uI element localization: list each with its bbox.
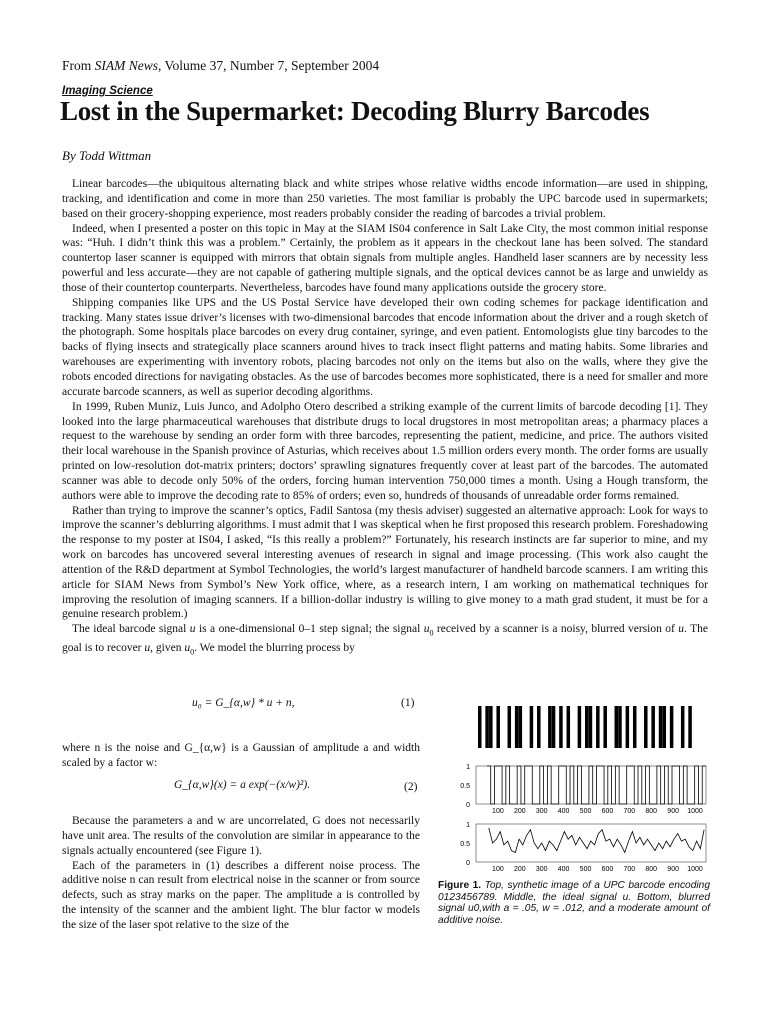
equation-2: G_{α,w}(x) = a exp(−(x/w)²). <box>174 779 311 791</box>
barcode-bar <box>519 706 523 748</box>
barcode-bar <box>681 706 685 748</box>
x-tick-label: 200 <box>513 866 526 873</box>
plot-frame <box>476 824 706 862</box>
paragraph: In 1999, Ruben Muniz, Luis Junco, and Adolpho Otero described a striking example of the current limits of barcode decoding [1]. They looked into the large pharmaceutical warehouses that distribute drugs to local drugstores in most metropolitan areas; a pharmacy places a request to the warehouse by sending an order form with three barcodes, representing the patient, medicine, and price. The authors visited their local warehouse in the Spanish province of Asturias, which receives about 1.5 million orders every month. The order forms are usually printed on low-resolution dot-matrix printers; doctors’ sprawling signatures frequently cover at least part of the barcodes. The automated scanner was able to decode only 50% of the orders, forcing human intervention 750,000 times a month. Using a Hough transform, the authors were able to improve the decoding rate to 85% of orders; even so, hundreds of thousands of unreadable order forms remained. <box>62 400 708 502</box>
barcode-bar <box>537 706 541 748</box>
paragraph: Indeed, when I presented a poster on this topic in May at the SIAM IS04 conference in Salt Lake City, the most common initial response was: “Huh. I didn’t think this was a problem.” Certainly, the problem as it appears in the checkout lane has been solved. The standard countertop laser scanner is equipped with mirrors that obtain signals from multiple angles. Handheld laser scanners are by necessity less powerful and less accurate—they are not capable of gathering multiple signals, and the optical devices cannot be as large and unwieldy as those of their countertop counterparts. Nevertheless, barcodes have found many applications outside the grocery store. <box>62 222 708 294</box>
barcode-bar <box>515 706 519 748</box>
source-line: From SIAM News, Volume 37, Number 7, September 2004 <box>62 58 380 73</box>
y-tick-label: 1 <box>466 822 470 829</box>
barcode-bar <box>670 706 674 748</box>
x-tick-label: 900 <box>667 808 679 815</box>
barcode-bar <box>626 706 630 748</box>
x-tick-label: 900 <box>667 866 679 873</box>
x-tick-label: 200 <box>513 808 526 815</box>
y-tick-label: 0 <box>466 860 470 867</box>
barcode-bar <box>567 706 571 748</box>
y-tick-label: 1 <box>466 764 470 771</box>
barcode-bar <box>688 706 692 748</box>
paragraph: Linear barcodes—the ubiquitous alternating black and white stripes whose relative widths encode information—are used in shipping, tracking, and identification and come in more than 250 varieties. The most familiar is probably the UPC barcode used in supermarkets; based on their grocery-shopping experience, most readers probably consider the reading of barcodes a trivial problem. <box>62 178 708 220</box>
barcode-bar <box>578 706 582 748</box>
x-tick-label: 400 <box>557 866 570 873</box>
after-equation-1 <box>62 741 420 771</box>
barcode-bar <box>618 706 622 748</box>
barcode-bar <box>508 706 512 748</box>
barcode-bar <box>603 706 607 748</box>
paragraph: Each of the parameters in (1) describes a different noise process. The additive noise n can result from electrical noise in the scanner or from source defects, such as stray marks on the paper. The amplitude a is controlled by the intensity of the scanner and the ambient light. The blur factor w models the size of the laser spot relative to the size of the <box>62 859 420 931</box>
equation-1: u₀ = G_{α,w} * u + n, <box>192 697 295 709</box>
paragraph: Because the parameters a and w are uncorrelated, G does not necessarily have unit area. The results of the convolution are similar in appearance to the signals actually encountered (see Figure 1). <box>62 815 420 857</box>
series-line <box>489 828 704 853</box>
paragraph-ideal-signal: The ideal barcode signal u is a one-dimensional 0–1 step signal; the signal $u_0$ received by a scanner is a noisy, blurred version of u. The goal is to recover u, given $u_0$. We model the blurring process by <box>62 623 708 657</box>
barcode-bar <box>659 706 663 748</box>
barcode-bar <box>489 706 493 748</box>
barcode-bar <box>644 706 648 748</box>
paragraph: where n is the noise and G_{α,w} is a Gaussian of amplitude a and width scaled by a factor w: <box>62 742 420 769</box>
byline: By Todd Wittman <box>62 148 152 163</box>
blurred-signal-plot <box>460 822 706 873</box>
x-tick-label: 700 <box>623 808 636 815</box>
equation-1-number: (1) <box>401 697 415 709</box>
x-tick-label: 100 <box>492 808 504 815</box>
section-label: Imaging Science <box>62 85 153 97</box>
x-tick-label: 500 <box>579 808 592 815</box>
x-tick-label: 600 <box>601 808 614 815</box>
equation-2-number: (2) <box>404 781 418 793</box>
barcode-bar <box>530 706 534 748</box>
figure-caption: Figure 1. Top, synthetic image of a UPC barcode encoding 0123456789. Middle, the ideal signal u. Bottom, blurred signal u0,with a = .05, w = .012, and a moderate amount of additive noise. <box>438 880 710 926</box>
x-tick-label: 800 <box>645 808 658 815</box>
barcode-bar <box>596 706 600 748</box>
barcode-bar <box>633 706 637 748</box>
x-tick-label: 1000 <box>687 866 703 873</box>
paragraph: Rather than trying to improve the scanner’s optics, Fadil Santosa (my thesis adviser) suggested an alternative approach: Look for ways to improve the scanner’s deblurring algorithms. I must admit that I was skeptical when he first proposed this research problem. Foreshadowing the response to my poster at IS04, I asked, “Is this really a problem?” Fortunately, his research instincts are far superior to mine, and my work on barcodes has uncovered several interesting avenues of research in signal and image processing. (This work also caught the attention of the R&D department at Symbol Technologies, the world’s largest manufacturer of handheld barcode scanners. I am writing this article for SIAM News from Symbol’s New York office, where, as a research intern, I am working on mathematical techniques for improving the resolution of imaging scanners. If a billion-dollar industry is willing to give money to a math grad student, it must be for a genuine research problem.) <box>62 504 708 621</box>
x-tick-label: 300 <box>535 808 548 815</box>
figure-1-plots <box>440 758 710 878</box>
x-tick-label: 100 <box>492 866 504 873</box>
barcode-bar <box>478 706 482 748</box>
barcode-bar <box>496 706 500 748</box>
plot-frame <box>476 766 706 804</box>
ideal-signal-plot <box>460 764 706 815</box>
barcode-bar <box>552 706 556 748</box>
barcode-bar <box>485 706 489 748</box>
barcode-bar <box>662 706 666 748</box>
barcode-image <box>478 706 698 750</box>
barcode-bar <box>651 706 655 748</box>
left-column-text <box>62 814 420 933</box>
x-tick-label: 1000 <box>687 808 703 815</box>
barcode-bar <box>559 706 563 748</box>
y-tick-label: 0.5 <box>460 783 470 790</box>
barcode-bar <box>548 706 552 748</box>
y-tick-label: 0 <box>466 802 470 809</box>
series-line <box>487 766 706 804</box>
paragraph: Shipping companies like UPS and the US Postal Service have developed their own coding schemes for package identification and tracking. Many states issue driver’s licenses with two-dimensional barcodes that encode information about the driver and a rough sketch of the photograph. Some hospitals place barcodes on every drug container, syringe, and even patient. Entomologists glue tiny barcodes to the backs of flying insects and strategically place scanners around hives to track insect flight patterns and mating habits. Some libraries and warehouses are experimenting with inventory robots, placing barcodes not only on the items but also on the walls, where they give the robots encoded directions for navigating obstacles. As the use of barcodes becomes more sophisticated, there is a need for smaller and more accurate barcode scanners, as well as superior decoding algorithms. <box>62 296 708 398</box>
x-tick-label: 700 <box>623 866 636 873</box>
x-tick-label: 600 <box>601 866 614 873</box>
y-tick-label: 0.5 <box>460 841 470 848</box>
x-tick-label: 300 <box>535 866 548 873</box>
barcode-bar <box>585 706 589 748</box>
article-title: Lost in the Supermarket: Decoding Blurry Barcodes <box>60 96 650 126</box>
article-body <box>62 177 708 661</box>
barcode-bar <box>615 706 619 748</box>
barcode-bar <box>589 706 593 748</box>
x-tick-label: 500 <box>579 866 592 873</box>
x-tick-label: 400 <box>557 808 570 815</box>
x-tick-label: 800 <box>645 866 658 873</box>
